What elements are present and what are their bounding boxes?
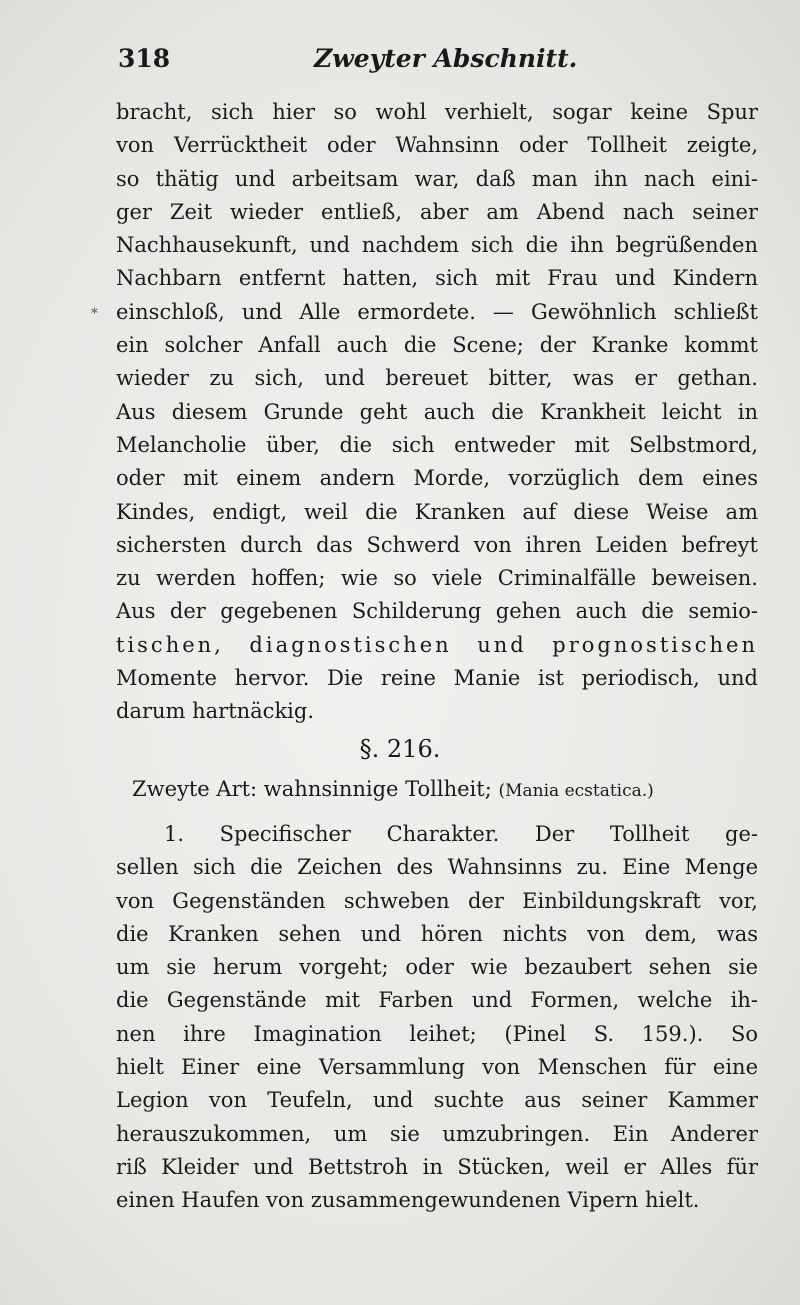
text-line: sichersten durch das Schwerd von ihren Leiden befreyt — [116, 532, 758, 557]
text-line: von Gegenständen schweben der Einbildungskraft vor, — [116, 888, 758, 913]
text-line: ein solcher Anfall auch die Scene; der Kranke kommt — [116, 333, 758, 358]
text-line: Nachhausekunft, und nachdem sich die ihn begrüßenden — [116, 233, 758, 258]
text-line: Legion von Teufeln, und suchte aus seiner Kammer — [116, 1088, 758, 1113]
text-line: die Gegenstände mit Farben und Formen, welche ih- — [116, 988, 758, 1013]
section-number: §. 216. — [359, 735, 441, 763]
page-header — [118, 44, 758, 84]
text-line: zu werden hoffen; wie so viele Criminalfälle beweisen. — [116, 566, 758, 591]
text-line: um sie herum vorgeht; oder wie bezaubert sehen sie — [116, 955, 758, 980]
text-line: nen ihre Imagination leihet; (Pinel S. 159.). So — [116, 1021, 758, 1046]
section-title-latin: (Mania ecstatica.) — [498, 781, 654, 801]
text-line: sellen sich die Zeichen des Wahnsinns zu. Eine Menge — [116, 855, 758, 880]
paragraph-continued — [116, 96, 758, 729]
text-line: 1. Specifischer Charakter. Der Tollheit ge- — [164, 822, 758, 846]
page-number: 318 — [118, 44, 171, 73]
section-title-text: Zweyte Art: wahnsinnige Tollheit; — [132, 777, 492, 801]
text-line: Kindes, endigt, weil die Kranken auf diese Weise am — [116, 499, 758, 524]
text-line: hielt Einer eine Versammlung von Menschen für eine — [116, 1055, 758, 1080]
text-line: wieder zu sich, und bereuet bitter, was er gethan. — [116, 366, 758, 391]
text-line: riß Kleider und Bettstroh in Stücken, weil er Alles für — [116, 1154, 758, 1179]
text-line: Aus der gegebenen Schilderung gehen auch die semio- — [116, 599, 758, 624]
text-line: so thätig und arbeitsam war, daß man ihn nach eini- — [116, 166, 758, 191]
section-title — [132, 772, 742, 808]
text-line: von Verrücktheit oder Wahnsinn oder Tollheit zeigte, — [116, 133, 758, 158]
running-head: Zweyter Abschnitt. — [314, 44, 578, 73]
text-line: tischen, diagnostischen und prognostischen — [116, 632, 758, 657]
text-line: einen Haufen von zusammengewundenen Vipern hielt. — [116, 1188, 700, 1213]
text-line: bracht, sich hier so wohl verhielt, sogar keine Spur — [116, 100, 758, 124]
text-line: darum hartnäckig. — [116, 699, 315, 724]
text-line: ger Zeit wieder entließ, aber am Abend nach seiner — [116, 199, 758, 224]
text-line: Nachbarn entfernt hatten, sich mit Frau und Kindern — [116, 266, 758, 291]
text-line: die Kranken sehen und hören nichts von dem, was — [116, 921, 758, 946]
text-line: Melancholie über, die sich entweder mit Selbstmord, — [116, 432, 758, 457]
text-line: oder mit einem andern Morde, vorzüglich dem eines — [116, 466, 758, 491]
text-line: herauszukommen, um sie umzubringen. Ein Anderer — [116, 1121, 758, 1146]
text-line: Aus diesem Grunde geht auch die Krankheit leicht in — [116, 399, 758, 424]
text-line: einschloß, und Alle ermordete. — Gewöhnlich schließt — [116, 299, 758, 324]
margin-mark: * — [91, 306, 98, 322]
paragraph-specific-character — [116, 818, 758, 1218]
text-line: Momente hervor. Die reine Manie ist periodisch, und — [116, 666, 758, 691]
